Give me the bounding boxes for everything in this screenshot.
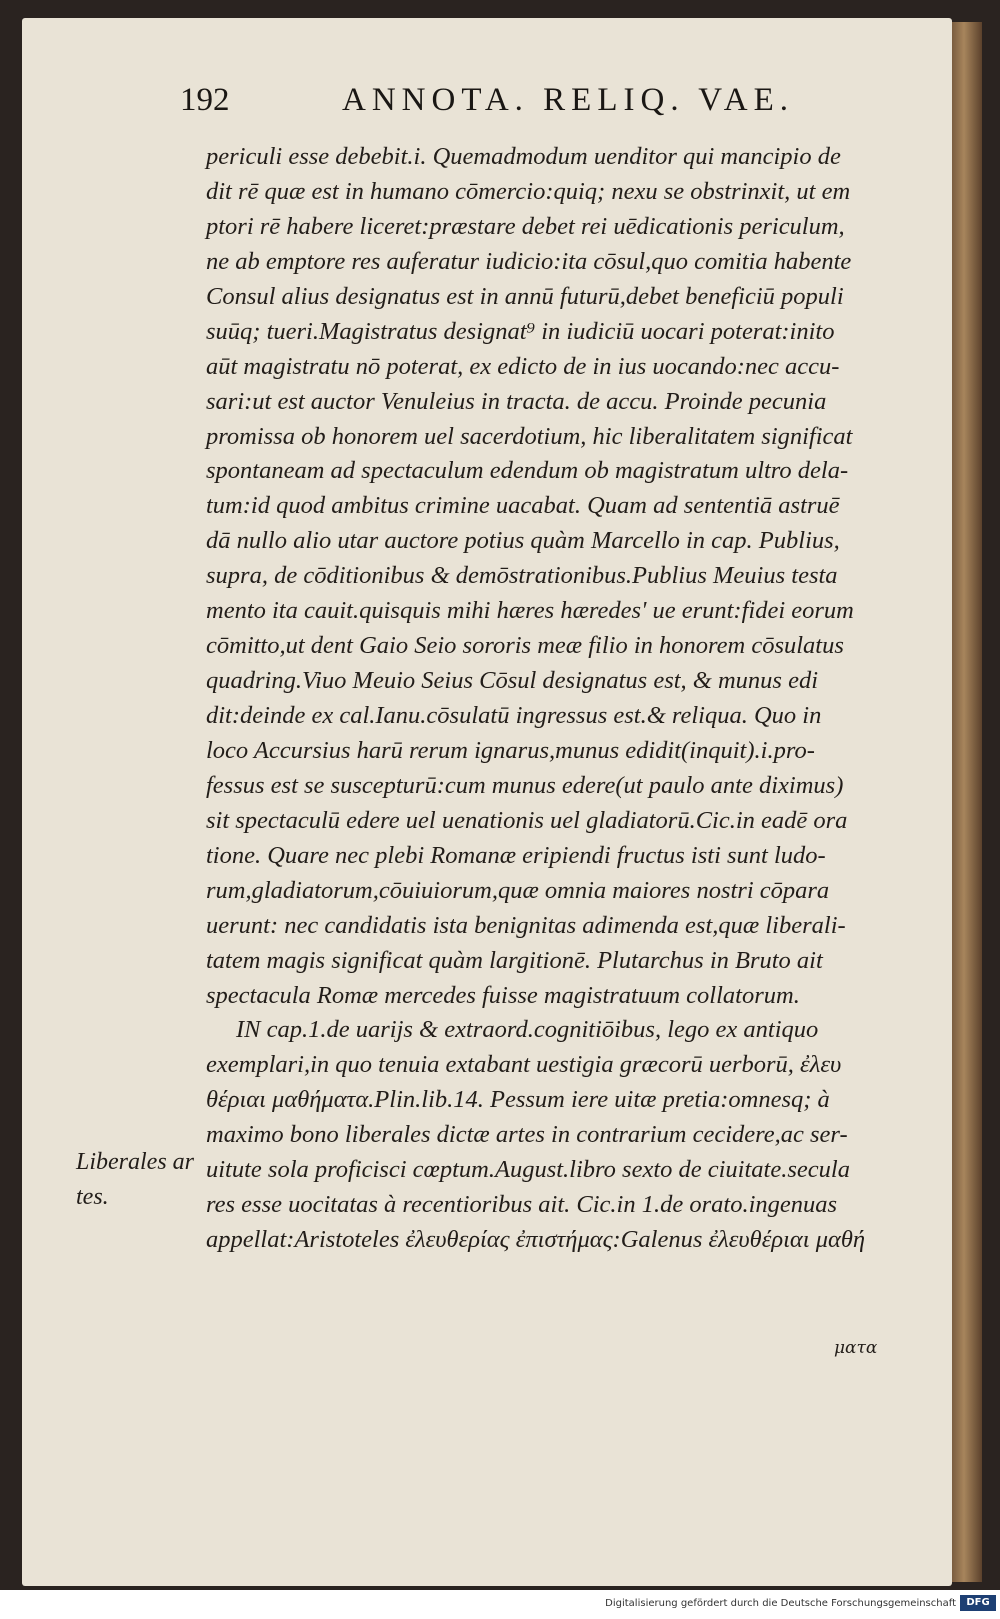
- margin-note: [76, 1145, 206, 1215]
- text-line: tatem magis significat quàm largitionē. Plutarchus in Bruto ait: [206, 946, 823, 974]
- text-line: fessus est se suscepturū:cum munus edere(ut paulo ante diximus): [206, 771, 844, 799]
- text-line: spontaneam ad spectaculum edendum ob magistratum ultro dela-: [206, 457, 849, 485]
- text-line: periculi esse debebit.i. Quemadmodum uenditor qui mancipio de: [206, 143, 841, 170]
- margin-note-line: tes.: [76, 1183, 109, 1210]
- text-line: ne ab emptore res auferatur iudicio:ita cōsul,quo comitia habente: [206, 247, 852, 275]
- text-line: dā nullo alio utar auctore potius quàm Marcello in cap. Publius,: [206, 527, 840, 555]
- text-line: supra, de cōditionibus & demōstrationibus.Publius Meuius testa: [206, 562, 838, 590]
- text-line: mento ita cauit.quisquis mihi hæres hæredes' ue erunt:fidei eorum: [206, 597, 854, 625]
- text-line: tione. Quare nec plebi Romanæ eripiendi fructus isti sunt ludo-: [206, 841, 826, 869]
- text-line: cōmitto,ut dent Gaio Seio sororis meæ filio in honorem cōsulatus: [206, 632, 844, 660]
- text-line: uitute sola proficisci cœptum.August.libro sexto de ciuitate.secula: [206, 1156, 850, 1184]
- text-line: dit:deinde ex cal.Ianu.cōsulatū ingressus est.& reliqua. Quo in: [206, 702, 822, 729]
- text-line: maximo bono liberales dictæ artes in contrarium cecidere,ac ser-: [206, 1121, 848, 1149]
- text-line: uerunt: nec candidatis ista benignitas adimenda est,quæ liberali-: [206, 911, 846, 939]
- text-line: res esse uocitatas à recentioribus ait. Cic.in 1.de orato.ingenuas: [206, 1191, 838, 1219]
- text-line: IN cap.1.de uarijs & extraord.cognitiōibus, lego ex antiquo: [236, 1016, 819, 1044]
- text-line: quadring.Viuo Meuio Seius Cōsul designatus est, & munus edi: [206, 667, 819, 695]
- dfg-logo: DFG: [960, 1595, 996, 1611]
- page-edge: [952, 22, 982, 1582]
- text-line: promissa ob honorem uel sacerdotium, hic liberalitatem significat: [206, 422, 853, 450]
- text-line: sari:ut est auctor Venuleius in tracta. de accu. Proinde pecunia: [206, 387, 827, 415]
- body-text: [206, 140, 926, 1258]
- margin-note-line: Liberales ar: [76, 1149, 195, 1175]
- running-head: [180, 82, 820, 122]
- running-head-title: ANNOTA. RELIQ. VAE.: [342, 82, 795, 118]
- catchword: ματα: [834, 1338, 878, 1358]
- text-line: spectacula Romæ mercedes fuisse magistratuum collatorum.: [206, 981, 800, 1009]
- text-line: Consul alius designatus est in annū futurū,debet beneficiū populi: [206, 282, 844, 310]
- text-line: tum:id quod ambitus crimine uacabat. Quam ad sententiā astruē: [206, 492, 840, 520]
- footer-credit: Digitalisierung gefördert durch die Deutsche Forschungsgemeinschaft: [605, 1598, 956, 1609]
- text-line: appellat:Aristoteles ἐλευθερίας ἐπιστήμας:Galenus ἐλευθέριαι μαθή: [206, 1226, 866, 1254]
- text-line: suūq; tueri.Magistratus designat⁹ in iudiciū uocari poterat:inito: [206, 317, 835, 345]
- text-line: dit rē quæ est in humano cōmercio:quiq; nexu se obstrinxit, ut em: [206, 177, 851, 205]
- text-line: exemplari,in quo tenuia extabant uestigia græcorū uerborū, ἐλευ: [206, 1051, 842, 1079]
- folio-number: 192: [180, 82, 230, 118]
- text-line: aūt magistratu nō poterat, ex edicto de in ius uocando:nec accu-: [206, 352, 840, 380]
- footer-bar: [0, 1590, 1000, 1619]
- text-line: θέριαι μαθήματα.Plin.lib.14. Pessum iere uitæ pretia:omnesq; à: [206, 1086, 830, 1114]
- text-line: ptori rē habere liceret:præstare debet rei uēdicationis periculum,: [206, 212, 845, 240]
- text-line: sit spectaculū edere uel uenationis uel gladiatorū.Cic.in eadē ora: [206, 806, 848, 834]
- text-line: loco Accursius harū rerum ignarus,munus edidit(inquit).i.pro-: [206, 736, 815, 764]
- text-line: rum,gladiatorum,cōuiuiorum,quæ omnia maiores nostri cōpara: [206, 876, 830, 904]
